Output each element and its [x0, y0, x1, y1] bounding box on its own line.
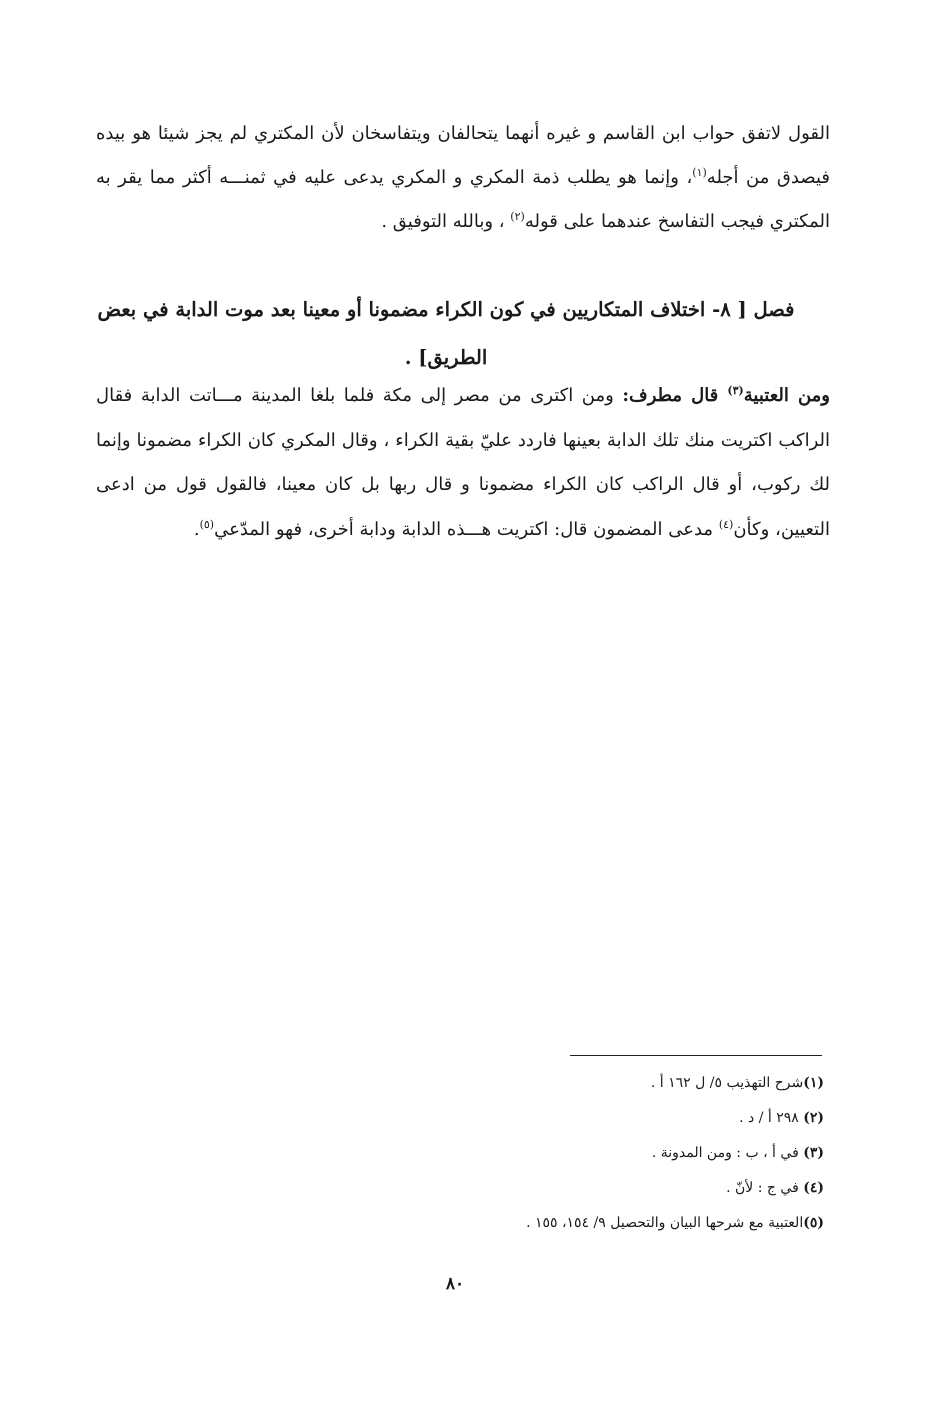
footnote-number: (٢)	[803, 1110, 824, 1126]
footnote-item	[300, 1206, 824, 1241]
opening-paragraph	[96, 112, 830, 244]
paragraph-1-ending: ، وبالله التوفيق .	[381, 211, 511, 232]
footnote-item	[300, 1101, 824, 1136]
footnote-ref-5[interactable]: (٥)	[199, 517, 215, 531]
footnote-text: شرح التهذيب ٥/ ل ١٦٢ أ .	[650, 1075, 804, 1091]
paragraph-2-text: ومن اكترى من مصر إلى مكة فلما بلغا المدينة مـــاتت الدابة فقال الراكب اكتريت منك تلك الدابة بعينها فاردد عليّ بقية الكراء ، وقال المكري كان الكراء مضمونا وإنما لك ركوب، أو قال الراكب كان الكراء مضمونا و قال ربها بل كان معينا، فالقول قول من ادعى التعيين، وكأن	[96, 385, 830, 540]
section-heading: فصل [ ٨- اختلاف المتكاريين في كون الكراء مضمونا أو معينا بعد موت الدابة في بعض الطريق] .	[97, 298, 795, 369]
footnote-item	[300, 1066, 824, 1101]
footnote-ref-2[interactable]: (٢)	[510, 210, 525, 223]
footnote-item	[300, 1136, 824, 1171]
footnote-number: (٤)	[803, 1180, 824, 1196]
paragraph-2-ending: .	[193, 518, 200, 540]
source-label: ومن العتبية	[743, 385, 830, 406]
paragraph-1-continuation: ، وإنما هو يطلب ذمة المكري و المكري يدعى عليه في ثمنـــه أكثر مما يقر به المكتري فيجب التفاسخ عندهما على قوله	[96, 167, 830, 232]
second-paragraph	[96, 374, 830, 552]
footnote-separator	[570, 1055, 822, 1056]
footnote-ref-4[interactable]: (٤)	[718, 517, 734, 531]
footnotes	[300, 1066, 824, 1241]
speaker-label: قال مطرف:	[622, 385, 728, 406]
paragraph-1-text: القول لاتفق حواب ابن القاسم و غيره أنهما يتحالفان ويتفاسخان لأن المكتري لم يجز شيئا هو بيده فيصدق من أجله	[96, 123, 830, 188]
page-number: ٨٠	[445, 1274, 465, 1294]
footnote-item	[300, 1171, 824, 1206]
footnote-text: في أ ، ب : ومن المدونة .	[651, 1145, 799, 1161]
footnote-ref-1[interactable]: (١)	[692, 166, 707, 179]
footnote-number: (٣)	[803, 1145, 824, 1161]
footnote-number: (١)	[803, 1075, 824, 1091]
footnote-ref-3[interactable]: (٣)	[727, 384, 744, 397]
footnote-number: (٥)	[803, 1215, 824, 1231]
paragraph-2-continuation: مدعى المضمون قال: اكتريت هـــذه الدابة ودابة أخرى، فهو المدّعي	[214, 518, 719, 540]
footnote-text: في ج : لأنّ .	[726, 1180, 799, 1196]
footnote-text: العتبية مع شرحها البيان والتحصيل ٩/ ١٥٤، ١٥٥ .	[526, 1215, 804, 1231]
footnote-text: ٢٩٨ أ / د .	[739, 1110, 799, 1126]
